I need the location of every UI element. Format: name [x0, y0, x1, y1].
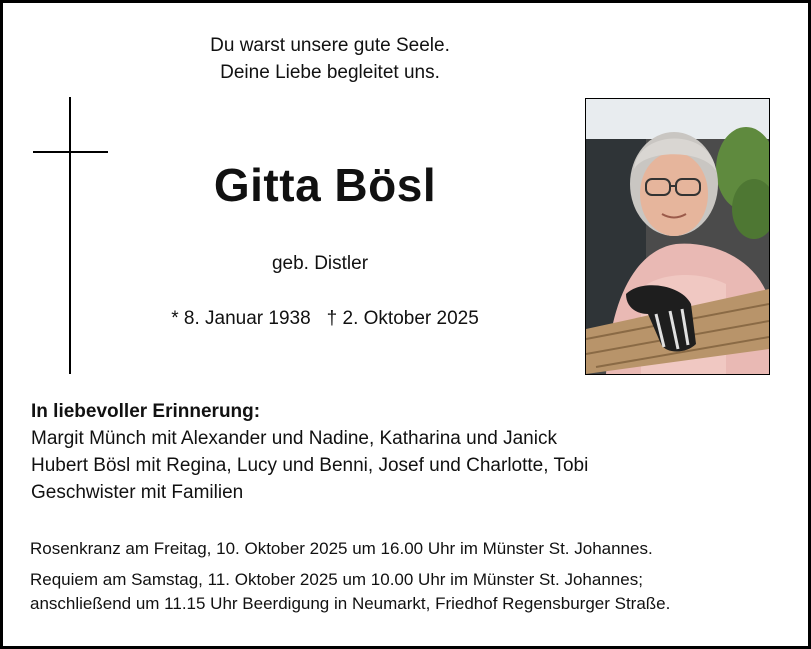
- cross-icon-bar: [33, 151, 108, 153]
- portrait-photo-icon: [585, 98, 770, 375]
- remembrance-line: Geschwister mit Familien: [31, 482, 244, 503]
- service-notices: [30, 537, 790, 616]
- motto: [120, 32, 540, 86]
- burial-notice: anschließend um 11.15 Uhr Beerdigung in Neumarkt, Friedhof Regensburger Straße.: [30, 594, 671, 613]
- remembrance-block: [31, 398, 771, 506]
- cross-icon: [69, 97, 71, 374]
- birth-name: geb. Distler: [271, 253, 369, 274]
- requiem-notice: Requiem am Samstag, 11. Oktober 2025 um 10.00 Uhr im Münster St. Johannes;: [30, 570, 643, 589]
- rosary-notice: Rosenkranz am Freitag, 10. Oktober 2025 um 16.00 Uhr im Münster St. Johannes.: [30, 539, 653, 558]
- remembrance-heading: In liebevoller Erinnerung:: [31, 401, 261, 422]
- deceased-name: Gitta Bösl: [213, 159, 437, 211]
- life-dates: [120, 308, 530, 330]
- death-date: † 2. Oktober 2025: [326, 308, 479, 329]
- remembrance-line: Hubert Bösl mit Regina, Lucy und Benni, Josef und Charlotte, Tobi: [31, 455, 589, 476]
- motto-line-1: Du warst unsere gute Seele.: [210, 35, 450, 56]
- birth-date: * 8. Januar 1938: [171, 308, 311, 329]
- motto-line-2: Deine Liebe begleitet uns.: [220, 62, 440, 83]
- remembrance-line: Margit Münch mit Alexander und Nadine, Katharina und Janick: [31, 428, 557, 449]
